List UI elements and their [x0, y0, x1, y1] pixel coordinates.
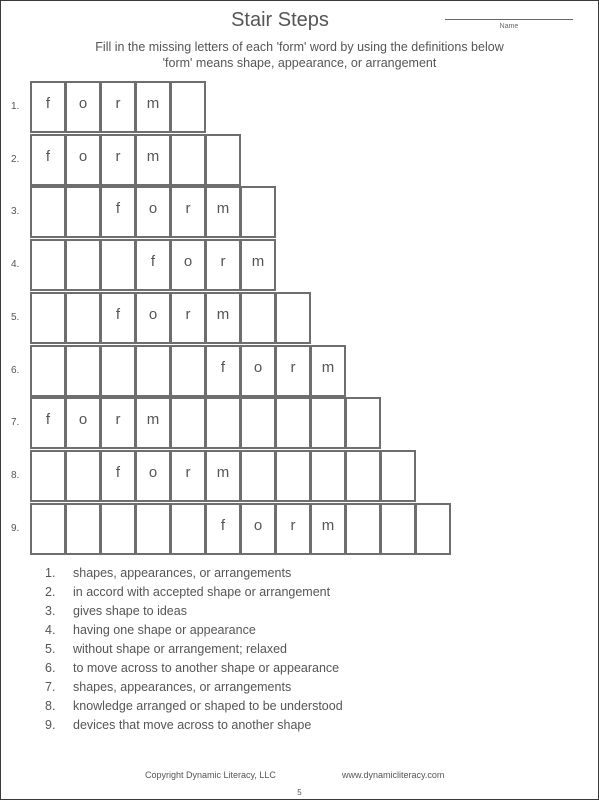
website-text: www.dynamicliteracy.com — [342, 770, 445, 780]
letter-box[interactable] — [275, 397, 311, 449]
letter-box: f — [30, 134, 66, 186]
letter-box: m — [240, 239, 276, 291]
definition-number: 5. — [45, 641, 56, 656]
letter-box: m — [205, 292, 241, 344]
instructions-line-2: 'form' means shape, appearance, or arrangement — [162, 56, 437, 70]
definition-number: 9. — [45, 717, 56, 732]
letter-box: f — [135, 239, 171, 291]
letter-box[interactable] — [100, 503, 136, 555]
row-number: 2. — [11, 154, 20, 165]
letter-box[interactable] — [345, 450, 381, 502]
definition-item — [45, 696, 343, 715]
definition-item — [45, 658, 343, 677]
definition-number: 2. — [45, 584, 56, 599]
definition-text: shapes, appearances, or arrangements — [73, 565, 292, 580]
definition-text: devices that move across to another shape — [73, 717, 312, 732]
letter-box[interactable] — [240, 397, 276, 449]
letter-box[interactable] — [240, 186, 276, 238]
row-number: 8. — [11, 470, 20, 481]
letter-box[interactable] — [100, 239, 136, 291]
letter-box: r — [170, 292, 206, 344]
definition-text: in accord with accepted shape or arrangement — [73, 584, 331, 599]
letter-box: o — [170, 239, 206, 291]
letter-box[interactable] — [170, 134, 206, 186]
row-number: 1. — [11, 101, 20, 112]
letter-box[interactable] — [310, 397, 346, 449]
letter-box[interactable] — [30, 345, 66, 397]
letter-box[interactable] — [30, 450, 66, 502]
letter-box: m — [135, 81, 171, 133]
letter-box: m — [205, 450, 241, 502]
letter-box[interactable] — [170, 503, 206, 555]
definition-item — [45, 563, 343, 582]
letter-box[interactable] — [345, 397, 381, 449]
letter-box[interactable] — [275, 450, 311, 502]
page-number: 5 — [297, 788, 302, 797]
letter-box[interactable] — [65, 186, 101, 238]
letter-box[interactable] — [170, 81, 206, 133]
letter-box: r — [205, 239, 241, 291]
letter-box: r — [275, 345, 311, 397]
letter-box[interactable] — [65, 503, 101, 555]
letter-box[interactable] — [240, 450, 276, 502]
letter-box[interactable] — [30, 239, 66, 291]
definition-text: having one shape or appearance — [73, 622, 256, 637]
definition-item — [45, 715, 343, 734]
definition-text: without shape or arrangement; relaxed — [73, 641, 288, 656]
letter-box: r — [100, 81, 136, 133]
letter-box: r — [100, 134, 136, 186]
letter-box: o — [65, 134, 101, 186]
definition-item — [45, 677, 343, 696]
letter-box[interactable] — [65, 239, 101, 291]
letter-box: o — [135, 292, 171, 344]
definition-item — [45, 620, 343, 639]
definition-number: 4. — [45, 622, 56, 637]
letter-box[interactable] — [380, 450, 416, 502]
definition-item — [45, 639, 343, 658]
definition-text: knowledge arranged or shaped to be understood — [73, 698, 343, 713]
letter-box: o — [240, 503, 276, 555]
letter-box[interactable] — [30, 503, 66, 555]
letter-box: f — [205, 345, 241, 397]
letter-box: r — [100, 397, 136, 449]
worksheet-title: Stair Steps — [231, 9, 329, 31]
letter-box[interactable] — [170, 397, 206, 449]
letter-box: o — [65, 397, 101, 449]
letter-box[interactable] — [415, 503, 451, 555]
letter-box[interactable] — [100, 345, 136, 397]
row-number: 7. — [11, 417, 20, 428]
definition-item — [45, 601, 343, 620]
letter-box[interactable] — [380, 503, 416, 555]
definitions-list — [45, 563, 343, 734]
letter-box: r — [275, 503, 311, 555]
letter-box: f — [30, 397, 66, 449]
letter-box[interactable] — [310, 450, 346, 502]
letter-box: o — [65, 81, 101, 133]
row-number: 4. — [11, 259, 20, 270]
copyright-text: Copyright Dynamic Literacy, LLC — [145, 770, 276, 780]
letter-box[interactable] — [30, 292, 66, 344]
definition-text: to move across to another shape or appearance — [73, 660, 340, 675]
letter-box: r — [170, 450, 206, 502]
letter-box: o — [135, 186, 171, 238]
letter-box: r — [170, 186, 206, 238]
letter-box[interactable] — [240, 292, 276, 344]
letter-box[interactable] — [170, 345, 206, 397]
letter-box: o — [135, 450, 171, 502]
instructions-line-1: Fill in the missing letters of each 'form' word by using the definitions below — [95, 40, 504, 54]
letter-box: f — [100, 450, 136, 502]
definition-number: 6. — [45, 660, 56, 675]
letter-box: f — [100, 292, 136, 344]
definition-number: 1. — [45, 565, 56, 580]
letter-box: m — [205, 186, 241, 238]
letter-box: f — [205, 503, 241, 555]
definition-number: 7. — [45, 679, 56, 694]
letter-box[interactable] — [135, 503, 171, 555]
letter-box[interactable] — [275, 292, 311, 344]
letter-box[interactable] — [65, 345, 101, 397]
letter-box: m — [310, 503, 346, 555]
letter-box: m — [310, 345, 346, 397]
row-number: 9. — [11, 523, 20, 534]
letter-box: m — [135, 397, 171, 449]
letter-box: o — [240, 345, 276, 397]
definition-text: shapes, appearances, or arrangements — [73, 679, 292, 694]
letter-box[interactable] — [30, 186, 66, 238]
definition-text: gives shape to ideas — [73, 603, 187, 618]
letter-box[interactable] — [65, 292, 101, 344]
letter-box[interactable] — [345, 503, 381, 555]
definition-number: 8. — [45, 698, 56, 713]
row-number: 3. — [11, 206, 20, 217]
row-number: 6. — [11, 365, 20, 376]
row-number: 5. — [11, 312, 20, 323]
letter-box: f — [100, 186, 136, 238]
definition-item — [45, 582, 343, 601]
letter-box[interactable] — [205, 134, 241, 186]
letter-box: m — [135, 134, 171, 186]
name-label: Name — [499, 23, 519, 30]
letter-box[interactable] — [65, 450, 101, 502]
definition-number: 3. — [45, 603, 56, 618]
letter-box: f — [30, 81, 66, 133]
letter-box[interactable] — [135, 345, 171, 397]
letter-box[interactable] — [205, 397, 241, 449]
